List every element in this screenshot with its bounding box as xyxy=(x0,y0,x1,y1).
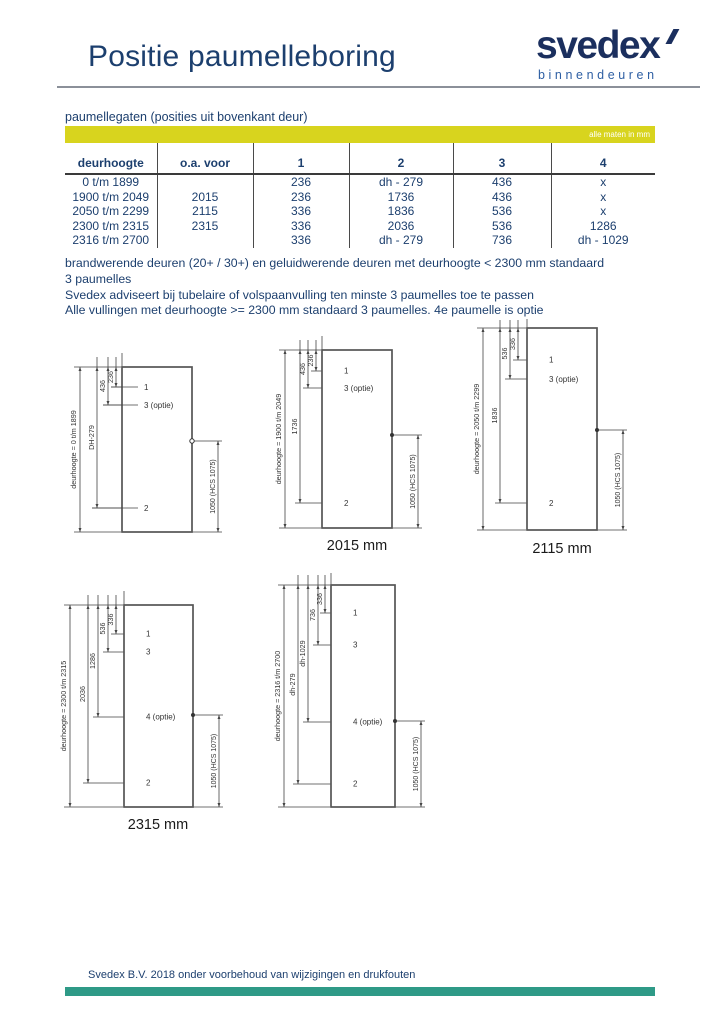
cell: 1286 xyxy=(551,219,655,234)
hinge-label-3: 3 (optie) xyxy=(549,375,579,384)
hinge-label-1: 1 xyxy=(549,355,554,365)
hinge-label-3: 3 xyxy=(146,647,151,657)
note-line: Svedex adviseert bij tubelaire of volspaanvulling ten minste 3 paumelles toe te passen xyxy=(65,287,534,302)
dim-label-pos1: 336 xyxy=(315,593,324,605)
positions-table xyxy=(65,143,655,248)
col-header-4: 4 xyxy=(551,143,655,174)
dim-label-pos1: 236 xyxy=(106,371,115,383)
cell: 736 xyxy=(453,233,551,248)
dim-label-pos3: 736 xyxy=(308,609,317,621)
lock-marker-icon xyxy=(393,719,397,723)
logo-wordmark xyxy=(536,26,686,65)
cell: 336 xyxy=(253,233,349,248)
door-diagram-2700 xyxy=(262,572,452,812)
cell xyxy=(157,233,253,248)
door-outline xyxy=(122,367,192,532)
cell: 2050 t/m 2299 xyxy=(72,204,150,219)
positions-table-wrap xyxy=(65,143,655,248)
lock-dim-label: 1050 (HCS 1075) xyxy=(410,454,417,509)
dim-label-pos2: dh-279 xyxy=(288,673,297,696)
hinge-label-1: 1 xyxy=(144,383,149,392)
door-diagram-2015 xyxy=(250,328,435,560)
hinge-label-2: 2 xyxy=(549,499,554,508)
table-row xyxy=(65,190,655,205)
col-header-1: 1 xyxy=(253,143,349,174)
col-header-deurhoogte: deurhoogte xyxy=(65,143,157,174)
diagram-caption: 2315 mm xyxy=(127,817,189,833)
footer-text: Svedex B.V. 2018 onder voorbehoud van wijzigingen en drukfouten xyxy=(88,969,416,981)
cell: 536 xyxy=(453,219,551,234)
cell: 1736 xyxy=(349,190,453,205)
lock-dim-label: 1050 (HCS 1075) xyxy=(615,452,622,508)
hinge-label-4: 4 (optie) xyxy=(353,717,383,727)
door-outline xyxy=(322,350,392,528)
dim-label-pos3: 436 xyxy=(298,363,307,375)
hinge-label-2: 2 xyxy=(146,778,151,788)
cell: 2300 t/m 2315 xyxy=(72,218,150,233)
hinge-label-3: 3 (optie) xyxy=(144,401,174,410)
cell: 236 xyxy=(253,190,349,205)
cell: 236 xyxy=(253,174,349,190)
dim-label-pos1: 236 xyxy=(306,354,315,367)
brand-logo xyxy=(536,26,686,82)
lock-dim-label: 1050 (HCS 1075) xyxy=(210,459,217,514)
cell: dh - 1029 xyxy=(551,233,655,248)
lock-marker-icon xyxy=(390,433,394,437)
table-row xyxy=(65,233,655,248)
door-diagram-2115 xyxy=(438,318,628,558)
lock-marker-icon xyxy=(191,713,195,717)
hinge-label-4: 4 (optie) xyxy=(146,712,176,722)
hinge-label-2: 2 xyxy=(144,504,149,513)
cell: 436 xyxy=(453,174,551,190)
col-header-3: 3 xyxy=(453,143,551,174)
cell: 0 t/m 1899 xyxy=(82,175,140,189)
dim-label-pos2: 2036 xyxy=(78,686,87,702)
cell xyxy=(157,174,253,190)
cell: 2036 xyxy=(349,219,453,234)
cell: 436 xyxy=(453,190,551,205)
units-note: alle maten in mm xyxy=(589,130,650,139)
header-divider xyxy=(57,86,700,88)
dim-label-pos1: 336 xyxy=(508,338,517,350)
col-header-voor: o.a. voor xyxy=(157,143,253,174)
table-row xyxy=(65,204,655,219)
door-height-label: deurhoogte = 2050 t/m 2299 xyxy=(472,383,481,475)
lock-dim-label: 1050 (HCS 1075) xyxy=(211,733,218,789)
diagram-caption: 2115 mm xyxy=(532,541,592,557)
door-outline xyxy=(527,328,597,530)
notes-block xyxy=(65,256,665,319)
cell: 1836 xyxy=(349,204,453,219)
table-row xyxy=(65,174,655,190)
dim-label-pos3: 536 xyxy=(98,622,107,635)
logo-accent-icon xyxy=(666,29,680,44)
dim-label-pos2: 1736 xyxy=(290,418,299,435)
dim-label-pos3: 436 xyxy=(98,380,107,392)
cell: 336 xyxy=(253,219,349,234)
note-line: 3 paumelles xyxy=(65,271,132,286)
dim-label-pos4: dh-1029 xyxy=(298,640,307,667)
table-header-row xyxy=(65,143,655,174)
footer-accent-bar xyxy=(65,987,655,996)
hinge-label-3: 3 (optie) xyxy=(344,384,374,393)
logo-text: svedex xyxy=(536,24,660,67)
diagram-caption: 2015 mm xyxy=(326,538,388,554)
lock-dim-label: 1050 (HCS 1075) xyxy=(413,736,420,792)
hinge-label-3: 3 xyxy=(353,640,358,650)
cell: x xyxy=(551,174,655,190)
page-title: Positie paumelleboring xyxy=(88,40,396,73)
lock-marker-icon xyxy=(595,428,599,432)
cell: 1900 t/m 2049 xyxy=(72,189,150,204)
door-height-label: deurhoogte = 1900 t/m 2049 xyxy=(274,393,283,485)
logo-tagline: binnendeuren xyxy=(538,68,658,82)
cell: 2316 t/m 2700 xyxy=(72,233,150,248)
door-height-label: deurhoogte = 2316 t/m 2700 xyxy=(273,650,282,742)
dim-label-pos2: 1836 xyxy=(490,407,499,424)
door-outline xyxy=(124,605,193,807)
door-height-label: deurhoogte = 2300 t/m 2315 xyxy=(59,660,68,752)
cell: 536 xyxy=(453,204,551,219)
door-outline xyxy=(331,585,395,807)
cell: dh - 279 xyxy=(349,174,453,190)
door-diagram-2315 xyxy=(52,585,282,833)
cell: 336 xyxy=(253,204,349,219)
door-diagram-1899 xyxy=(55,330,240,542)
hinge-label-2: 2 xyxy=(344,499,349,508)
table-caption: paumellegaten (posities uit bovenkant deur) xyxy=(65,110,308,124)
units-band xyxy=(65,126,655,143)
table-row xyxy=(65,219,655,234)
lock-marker-icon xyxy=(190,439,194,443)
cell: 2015 xyxy=(157,190,253,205)
note-line: Alle vullingen met deurhoogte >= 2300 mm standaard 3 paumelles. 4e paumelle is optie xyxy=(65,303,544,318)
dim-label-pos3: 536 xyxy=(500,347,509,360)
hinge-label-2: 2 xyxy=(353,779,358,789)
note-line: brandwerende deuren (20+ / 30+) en geluidwerende deuren met deurhoogte < 2300 mm standaard xyxy=(65,256,605,270)
dim-label-pos4: 1286 xyxy=(88,653,97,669)
door-height-label: deurhoogte = 0 t/m 1899 xyxy=(69,410,78,489)
dim-label-pos2: DH-279 xyxy=(87,425,96,450)
hinge-label-1: 1 xyxy=(353,608,358,618)
dim-label-pos1: 336 xyxy=(106,613,115,626)
cell: 2315 xyxy=(157,219,253,234)
cell: x xyxy=(551,204,655,219)
hinge-label-1: 1 xyxy=(146,629,151,639)
cell: 2115 xyxy=(157,204,253,219)
hinge-label-1: 1 xyxy=(344,366,349,376)
cell: x xyxy=(551,190,655,205)
cell: dh - 279 xyxy=(349,233,453,248)
col-header-2: 2 xyxy=(349,143,453,174)
